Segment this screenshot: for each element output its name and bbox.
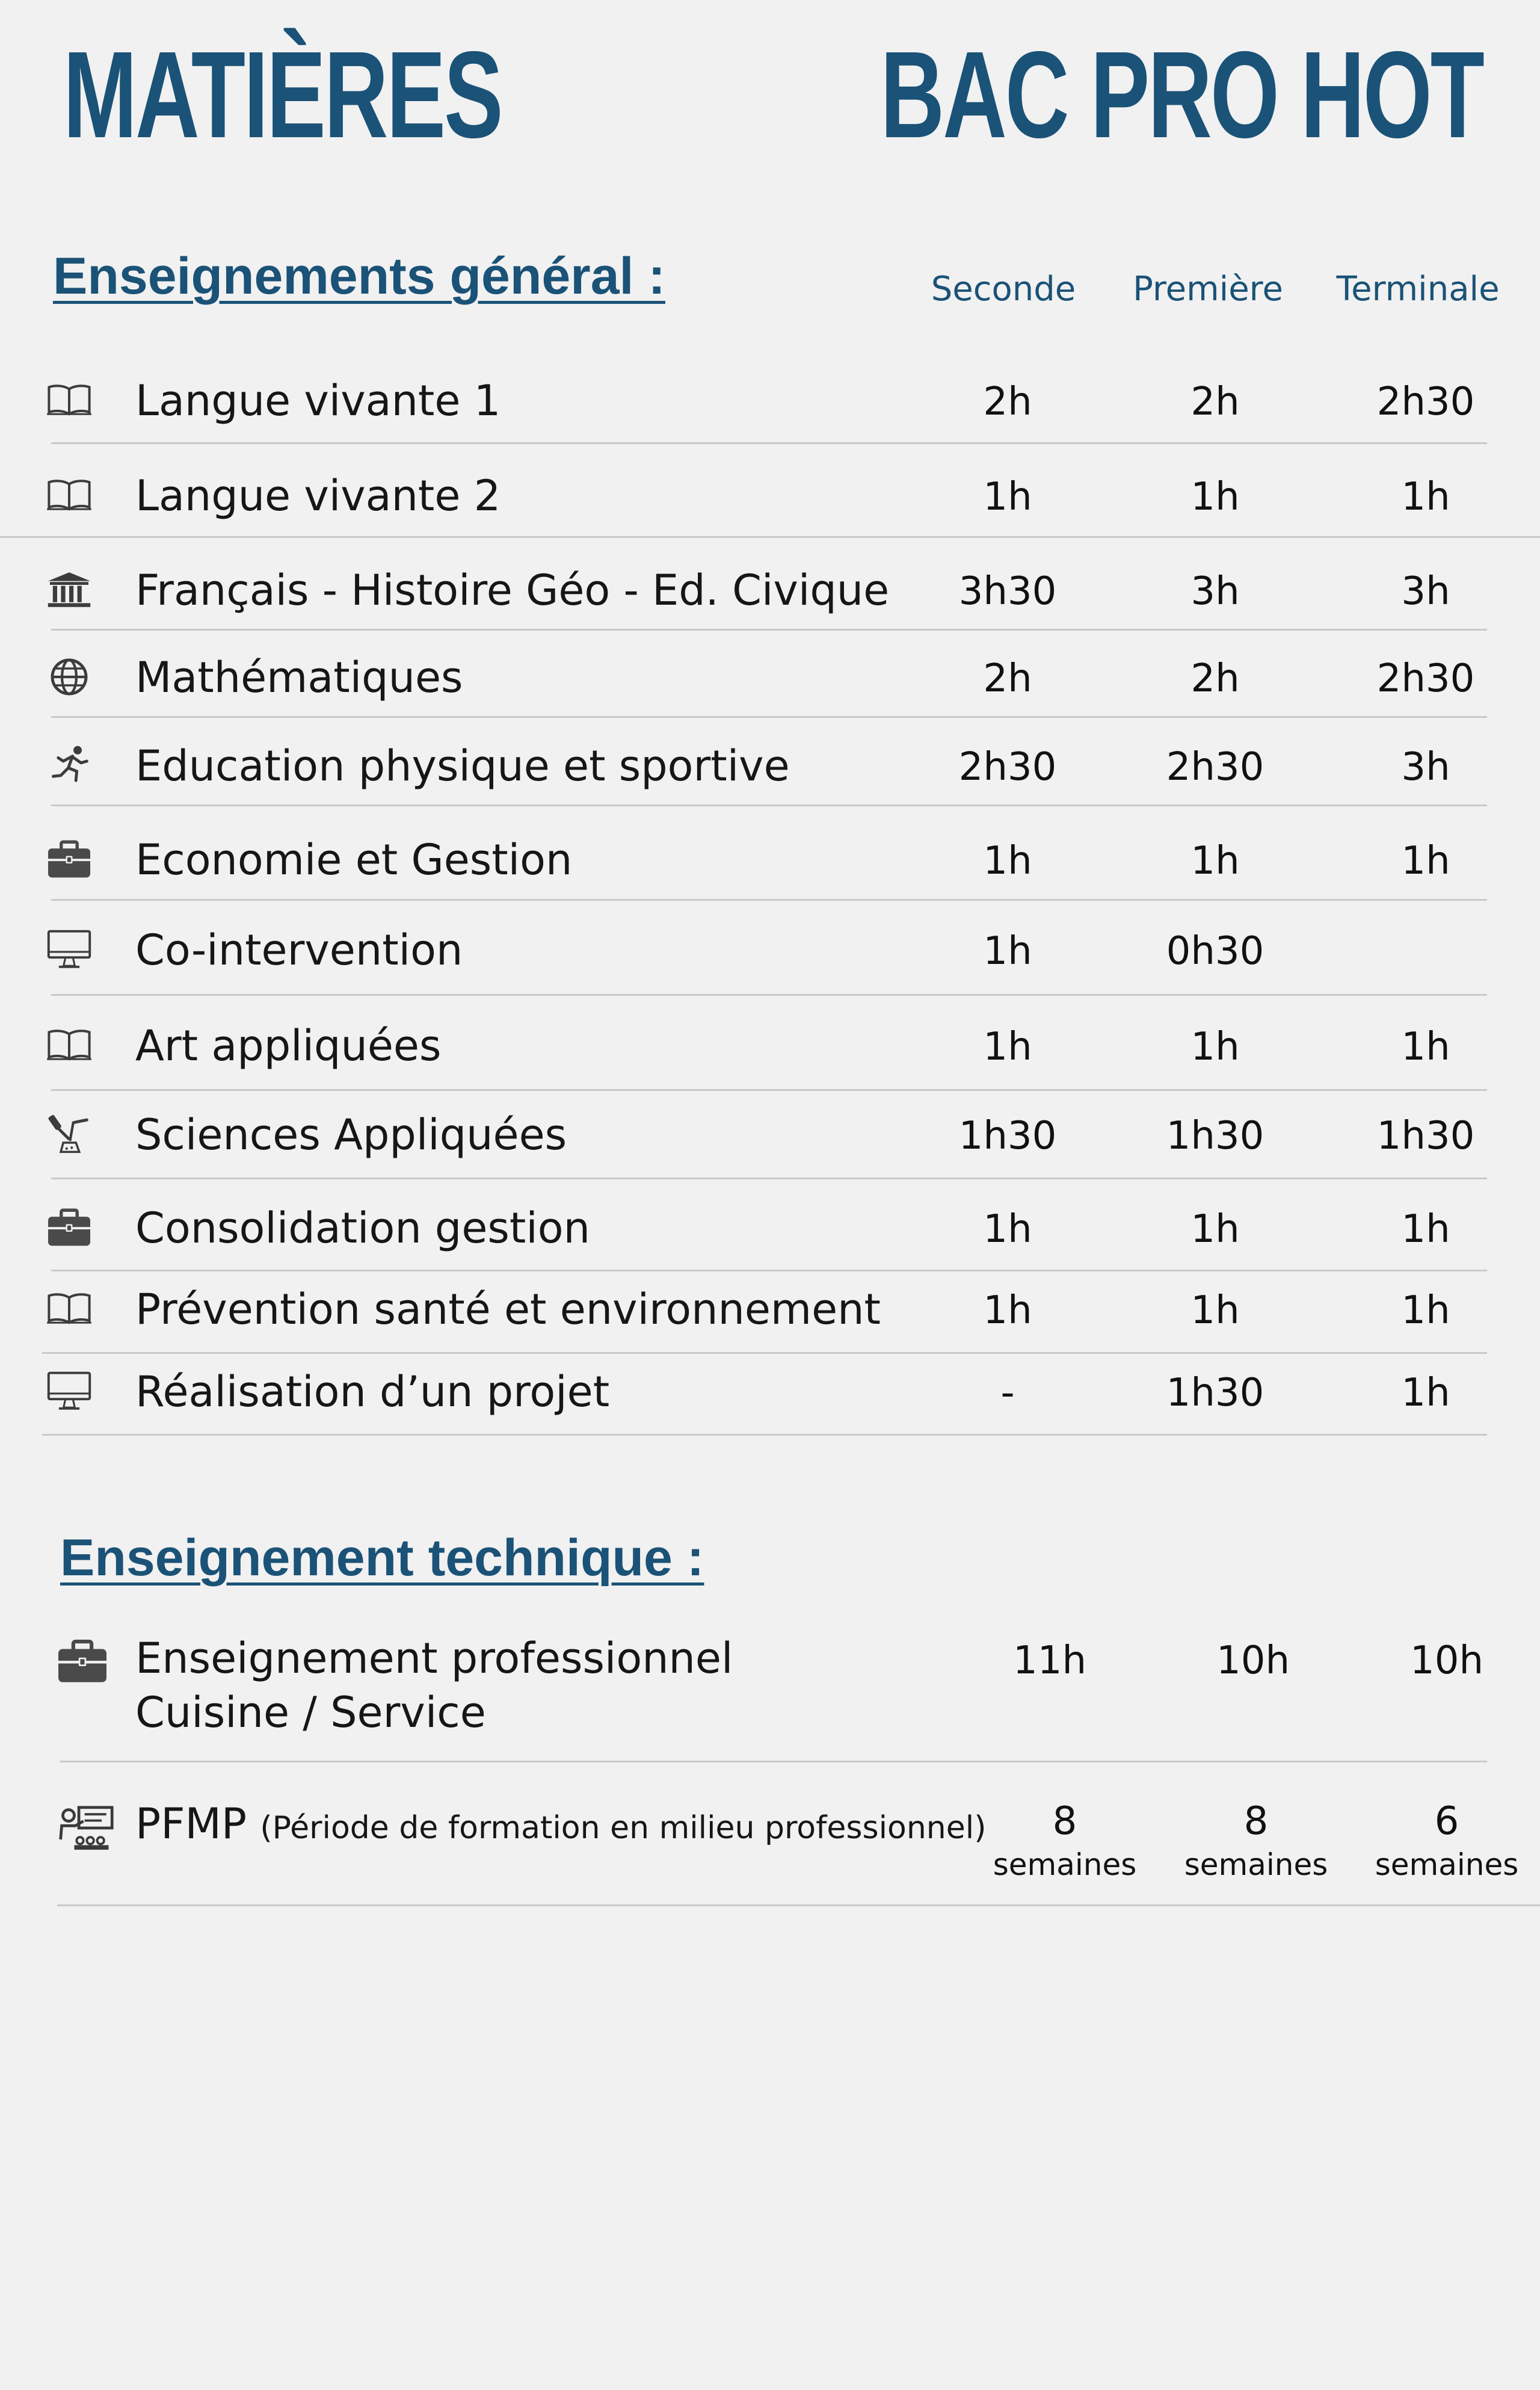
table-row-professional bbox=[0, 1634, 1540, 1754]
table-row bbox=[0, 925, 1540, 986]
value-seconde: - bbox=[1000, 1371, 1015, 1415]
value-seconde: 1h bbox=[983, 1288, 1032, 1333]
pfmp-weeks-terminale: 6 bbox=[1434, 1799, 1459, 1844]
pfmp-note: (Période de formation en milieu professionnel) bbox=[260, 1810, 987, 1846]
pfmp-weeks-premiere: 8 bbox=[1243, 1799, 1269, 1844]
pfmp-unit: semaines bbox=[1375, 1847, 1519, 1882]
pfmp-unit: semaines bbox=[1184, 1847, 1328, 1882]
globe-icon bbox=[45, 656, 93, 698]
row-label: Mathématiques bbox=[135, 653, 463, 702]
value-terminale: 3h bbox=[1401, 569, 1450, 614]
institution-icon bbox=[45, 569, 93, 611]
value-terminale: 1h bbox=[1401, 1207, 1450, 1252]
section-title-general: Enseignements général : bbox=[53, 247, 665, 305]
value-premiere: 2h bbox=[1190, 380, 1240, 424]
microscope-icon bbox=[45, 1113, 93, 1155]
value-premiere: 3h bbox=[1190, 569, 1240, 614]
row-divider bbox=[0, 536, 1540, 538]
page-title: MATIÈRES bbox=[63, 26, 502, 164]
pfmp-weeks-seconde: 8 bbox=[1052, 1799, 1077, 1844]
row-divider bbox=[51, 899, 1487, 901]
value-seconde: 2h bbox=[983, 656, 1032, 701]
pfmp-value-terminale bbox=[1348, 1799, 1540, 1882]
row-divider bbox=[51, 442, 1487, 444]
value-premiere: 1h bbox=[1190, 1207, 1240, 1252]
row-divider bbox=[42, 1434, 1487, 1436]
monitor-icon bbox=[45, 928, 93, 971]
book-icon bbox=[45, 474, 93, 516]
pfmp-unit: semaines bbox=[993, 1847, 1137, 1882]
section-title-technical: Enseignement technique : bbox=[60, 1529, 704, 1587]
table-row bbox=[0, 1110, 1540, 1170]
row-divider bbox=[51, 629, 1487, 631]
table-row bbox=[0, 471, 1540, 531]
value-seconde: 1h bbox=[983, 839, 1032, 883]
row-divider bbox=[60, 1761, 1487, 1762]
value-premiere: 10h bbox=[1216, 1638, 1290, 1683]
value-terminale: 3h bbox=[1401, 745, 1450, 789]
value-seconde: 11h bbox=[1013, 1638, 1086, 1683]
row-label: Langue vivante 1 bbox=[135, 376, 501, 425]
value-premiere: 1h30 bbox=[1166, 1371, 1264, 1415]
row-divider bbox=[42, 1352, 1487, 1354]
teacher-icon bbox=[57, 1804, 114, 1852]
row-divider bbox=[51, 1089, 1487, 1091]
monitor-icon bbox=[45, 1370, 93, 1412]
row-label-line2: Cuisine / Service bbox=[135, 1688, 486, 1737]
row-divider bbox=[51, 716, 1487, 718]
table-row bbox=[0, 653, 1540, 713]
runner-icon bbox=[45, 744, 93, 786]
row-divider bbox=[51, 1178, 1487, 1179]
table-row bbox=[0, 1021, 1540, 1081]
value-seconde: 1h bbox=[983, 475, 1032, 519]
pfmp-value-seconde bbox=[966, 1799, 1164, 1882]
row-label: Prévention santé et environnement bbox=[135, 1285, 881, 1334]
row-label: Consolidation gestion bbox=[135, 1203, 590, 1253]
column-header-terminale: Terminale bbox=[1336, 270, 1500, 309]
value-terminale: 1h bbox=[1401, 475, 1450, 519]
value-terminale: 1h30 bbox=[1376, 1114, 1475, 1158]
value-terminale: 1h bbox=[1401, 1371, 1450, 1415]
row-label: Langue vivante 2 bbox=[135, 471, 501, 520]
value-premiere: 1h bbox=[1190, 1025, 1240, 1069]
value-premiere: 2h30 bbox=[1166, 745, 1264, 789]
pfmp-value-premiere bbox=[1157, 1799, 1355, 1882]
pfmp-label bbox=[135, 1799, 986, 1848]
value-terminale: 1h bbox=[1401, 1288, 1450, 1333]
value-terminale: 1h bbox=[1401, 1025, 1450, 1069]
row-label: Economie et Gestion bbox=[135, 835, 573, 885]
row-label: Français - Histoire Géo - Ed. Civique bbox=[135, 566, 890, 615]
table-row bbox=[0, 1367, 1540, 1427]
row-divider bbox=[51, 804, 1487, 806]
value-premiere: 1h bbox=[1190, 475, 1240, 519]
value-seconde: 3h30 bbox=[958, 569, 1057, 614]
value-seconde: 1h bbox=[983, 1207, 1032, 1252]
value-seconde: 1h bbox=[983, 929, 1032, 974]
row-label-line1: Enseignement professionnel bbox=[135, 1634, 733, 1683]
value-premiere: 2h bbox=[1190, 656, 1240, 701]
book-icon bbox=[45, 1288, 93, 1330]
table-row-pfmp bbox=[0, 1799, 1540, 1907]
row-label: Réalisation d’un projet bbox=[135, 1367, 610, 1416]
briefcase-icon bbox=[55, 1637, 109, 1685]
row-label: Education physique et sportive bbox=[135, 741, 790, 791]
table-row bbox=[0, 835, 1540, 895]
table-row bbox=[0, 1203, 1540, 1264]
value-seconde: 1h bbox=[983, 1025, 1032, 1069]
value-premiere: 0h30 bbox=[1166, 929, 1264, 974]
value-premiere: 1h bbox=[1190, 839, 1240, 883]
column-header-seconde: Seconde bbox=[931, 270, 1076, 309]
table-row bbox=[0, 566, 1540, 626]
value-terminale: 2h30 bbox=[1376, 380, 1475, 424]
table-row bbox=[0, 376, 1540, 436]
row-label: Sciences Appliquées bbox=[135, 1110, 567, 1159]
value-seconde: 2h bbox=[983, 380, 1032, 424]
row-divider bbox=[51, 1270, 1487, 1271]
table-row bbox=[0, 1285, 1540, 1345]
row-label: Co-intervention bbox=[135, 925, 463, 975]
column-header-premiere: Première bbox=[1133, 270, 1283, 309]
book-icon bbox=[45, 379, 93, 421]
briefcase-icon bbox=[45, 1206, 93, 1249]
pfmp-abbr: PFMP bbox=[135, 1799, 247, 1848]
value-premiere: 1h30 bbox=[1166, 1114, 1264, 1158]
briefcase-icon bbox=[45, 838, 93, 880]
value-terminale: 10h bbox=[1410, 1638, 1483, 1683]
table-row bbox=[0, 741, 1540, 801]
value-premiere: 1h bbox=[1190, 1288, 1240, 1333]
row-divider bbox=[57, 1904, 1540, 1906]
value-seconde: 1h30 bbox=[958, 1114, 1057, 1158]
value-seconde: 2h30 bbox=[958, 745, 1057, 789]
value-terminale: 1h bbox=[1401, 839, 1450, 883]
row-divider bbox=[51, 994, 1487, 996]
value-terminale: 2h30 bbox=[1376, 656, 1475, 701]
book-icon bbox=[45, 1024, 93, 1066]
program-title: BAC PRO HOT bbox=[880, 26, 1483, 164]
row-label: Art appliquées bbox=[135, 1021, 442, 1070]
